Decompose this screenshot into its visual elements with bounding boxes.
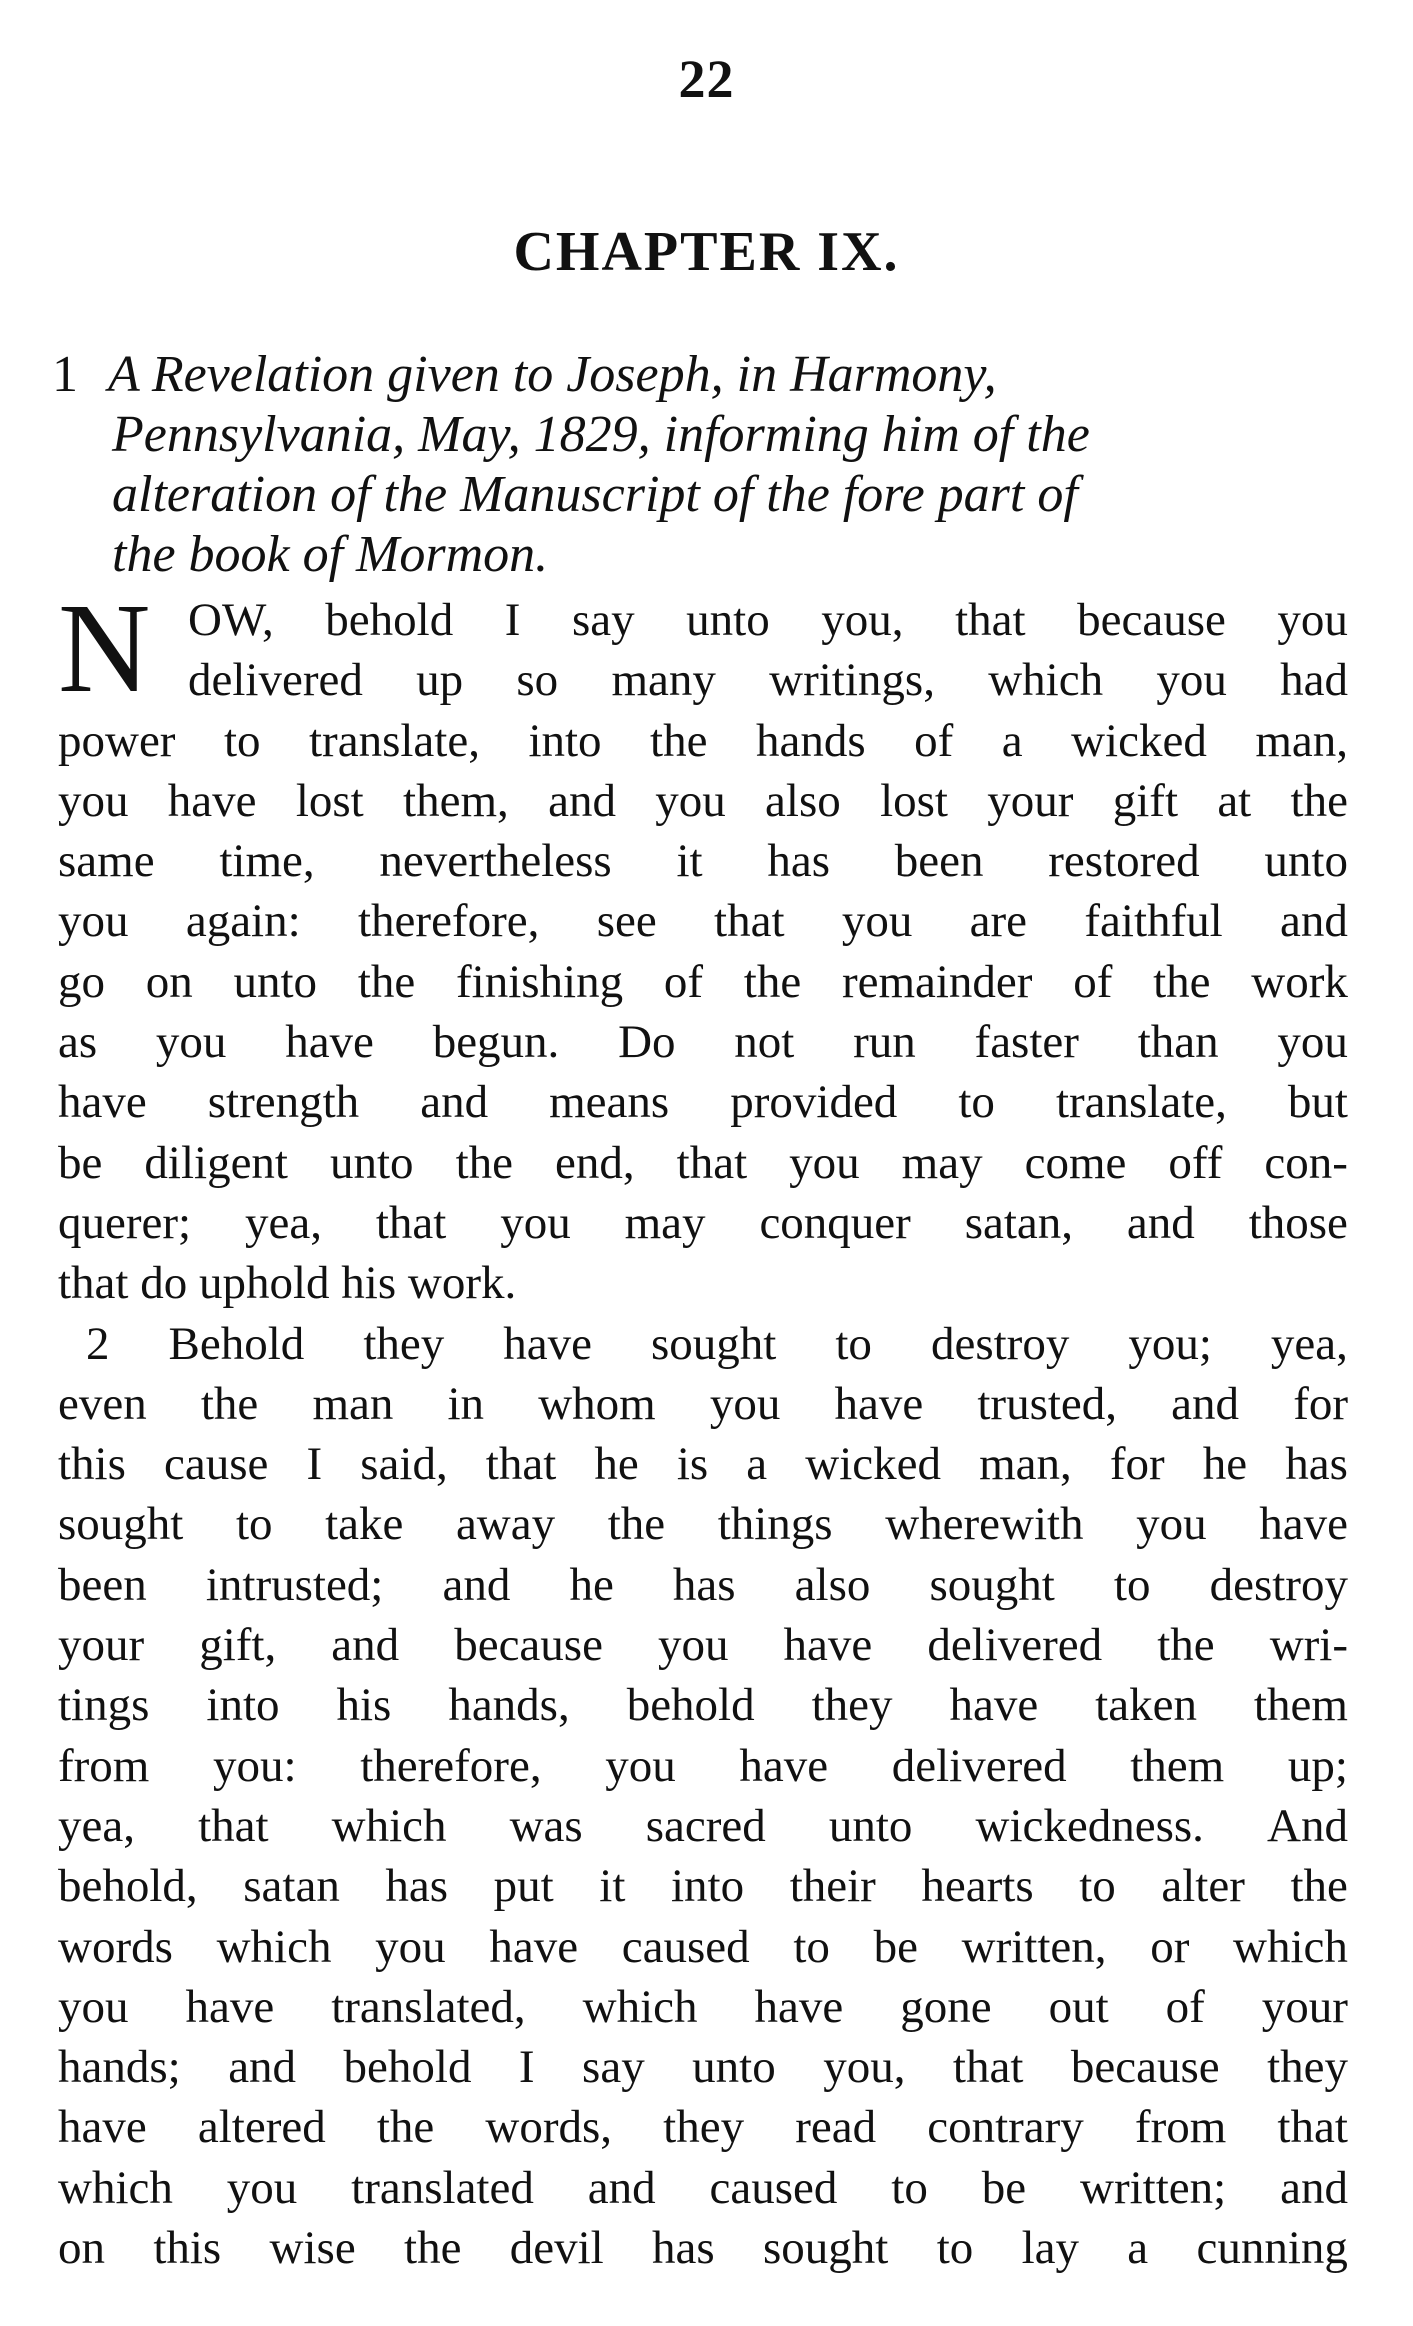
word: or	[1150, 1920, 1190, 1973]
word: taken	[1095, 1679, 1197, 1732]
word: your	[58, 1619, 145, 1672]
word: I	[518, 2041, 535, 2094]
word: to	[235, 1498, 273, 1551]
word: hands	[755, 714, 866, 767]
word: he	[569, 1558, 614, 1611]
word: nevertheless	[379, 835, 612, 888]
word: than	[1137, 1016, 1219, 1069]
word: is	[676, 1438, 709, 1491]
word: hands;	[58, 2041, 181, 2094]
word: this	[58, 1438, 126, 1491]
word: away	[455, 1498, 556, 1551]
word: even	[58, 1377, 147, 1430]
word: you,	[821, 594, 904, 646]
word: and	[587, 2161, 656, 2214]
word: unto	[828, 1799, 913, 1852]
word: his	[336, 1679, 392, 1732]
word: which	[582, 1980, 698, 2033]
word: faithful	[1084, 895, 1223, 948]
word: you	[58, 774, 129, 827]
word: and	[1126, 1196, 1195, 1249]
word: may	[901, 1136, 983, 1189]
word: to	[223, 714, 261, 767]
word: finishing	[455, 955, 624, 1008]
word: faster	[974, 1016, 1079, 1069]
word: which	[58, 2161, 173, 2214]
word: go	[58, 955, 105, 1008]
word: the	[743, 955, 802, 1008]
text-line	[58, 771, 1348, 831]
word: behold	[343, 2041, 472, 2094]
word: the	[1290, 774, 1348, 827]
word: sought	[763, 2222, 889, 2275]
chapter-title: CHAPTER IX.	[513, 221, 900, 283]
word: that	[952, 2041, 1024, 2094]
word: I	[306, 1438, 323, 1491]
word: delivered	[927, 1619, 1103, 1672]
word: translate,	[309, 714, 480, 767]
word: whom	[538, 1377, 656, 1430]
word: that	[676, 1136, 748, 1189]
word: and	[442, 1558, 511, 1611]
text-line	[58, 1314, 1348, 1374]
word: at	[1217, 774, 1252, 827]
word: altered	[197, 2101, 326, 2154]
word: yea,	[58, 1799, 135, 1852]
word: and	[420, 1076, 489, 1129]
word: into	[206, 1679, 280, 1732]
word: that	[955, 594, 1026, 646]
word: wherewith	[885, 1498, 1084, 1551]
word: wri-	[1269, 1619, 1348, 1672]
chapter-heading	[52, 345, 1342, 585]
heading-line	[52, 345, 1342, 405]
word: which	[1233, 1920, 1348, 1973]
word: unto	[233, 955, 318, 1008]
word: for	[1293, 1377, 1348, 1430]
word: words	[58, 1920, 173, 1973]
word: up;	[1287, 1739, 1348, 1792]
word: up	[416, 654, 464, 707]
word: you	[789, 1136, 860, 1189]
word: are	[969, 895, 1028, 948]
word: behold	[626, 1679, 755, 1732]
word: the	[1290, 1860, 1348, 1913]
word: of	[663, 955, 704, 1008]
word: Behold	[168, 1317, 305, 1370]
word: the	[200, 1377, 259, 1430]
word: Do	[618, 1016, 676, 1069]
word: has	[385, 1860, 449, 1913]
word: those	[1248, 1196, 1348, 1249]
word: he	[594, 1438, 639, 1491]
word: been	[58, 1558, 147, 1611]
word: to	[835, 1317, 872, 1370]
word: delivered	[891, 1739, 1067, 1792]
word: be	[873, 1920, 918, 1973]
word: unto	[686, 594, 770, 646]
text-line	[58, 711, 1348, 771]
word: that	[375, 1196, 447, 1249]
word: cunning	[1196, 2222, 1348, 2275]
word: have	[834, 1377, 924, 1430]
word: have	[503, 1317, 592, 1370]
word: lay	[1021, 2222, 1079, 2275]
word: for	[1109, 1438, 1165, 1491]
text-line	[58, 1675, 1348, 1735]
word: he	[1202, 1438, 1248, 1491]
word: you	[655, 774, 726, 827]
word: which	[331, 1799, 447, 1852]
word: out	[1048, 1980, 1109, 2033]
word: therefore,	[360, 1739, 542, 1792]
word: to	[958, 1076, 995, 1129]
word: because	[454, 1619, 603, 1672]
word: querer;	[58, 1196, 192, 1249]
word: unto	[1264, 835, 1348, 888]
word: writings,	[769, 654, 935, 707]
word: remainder	[841, 955, 1033, 1008]
word: translated	[351, 2161, 534, 2214]
word: devil	[509, 2222, 604, 2275]
word: the	[1157, 1619, 1215, 1672]
word: to	[891, 2161, 928, 2214]
word: so	[516, 654, 559, 707]
word: cause	[164, 1438, 269, 1491]
word: into	[528, 714, 602, 767]
text-line	[58, 1856, 1348, 1916]
word: sacred	[645, 1799, 766, 1852]
word: and	[1280, 2161, 1348, 2214]
body-text	[58, 577, 1348, 2278]
word: run	[853, 1016, 916, 1069]
heading-number: 1	[52, 346, 78, 403]
word: lost	[880, 774, 948, 827]
word: conquer	[759, 1196, 911, 1249]
word: had	[1280, 654, 1348, 707]
word: them	[1253, 1679, 1348, 1732]
text-line	[58, 1917, 1348, 1977]
word: 2	[86, 1317, 110, 1370]
word: strength	[207, 1076, 360, 1129]
word: have	[167, 774, 257, 827]
word: be	[981, 2161, 1027, 2214]
text-line	[58, 590, 1348, 650]
word: same	[58, 835, 155, 888]
word: you;	[1128, 1317, 1212, 1370]
text-line	[58, 650, 1348, 710]
word: read	[795, 2101, 877, 2154]
word: and	[228, 2041, 297, 2094]
word: the	[1153, 955, 1211, 1008]
word: they	[363, 1317, 445, 1370]
word: but	[1287, 1076, 1348, 1129]
word: may	[624, 1196, 706, 1249]
word: from	[58, 1739, 150, 1792]
word: unto	[330, 1136, 414, 1189]
word: trusted,	[977, 1377, 1118, 1430]
word: on	[145, 955, 193, 1008]
word: time,	[219, 835, 315, 888]
text-line	[58, 1434, 1348, 1494]
word: they	[811, 1679, 893, 1732]
word: alter	[1161, 1860, 1245, 1913]
word: to	[793, 1920, 830, 1973]
word: caused	[709, 2161, 838, 2214]
word: written,	[961, 1920, 1107, 1973]
word: the	[607, 1498, 666, 1551]
word: because	[1070, 2041, 1220, 2094]
text-line	[58, 1072, 1348, 1132]
text-line: that do uphold his work.	[58, 1257, 517, 1310]
word: this	[153, 2222, 222, 2275]
heading-line: alteration of the Manuscript of the fore part of	[112, 466, 1078, 523]
word: has	[1285, 1438, 1348, 1491]
text-line	[58, 1133, 1348, 1193]
word: you	[58, 895, 129, 948]
word: you	[1136, 1498, 1207, 1551]
word: that	[198, 1799, 269, 1852]
word: caused	[621, 1920, 750, 1973]
text-line	[58, 891, 1348, 951]
word: sought	[58, 1498, 184, 1551]
word: destroy	[1209, 1558, 1348, 1611]
word: diligent	[144, 1136, 288, 1189]
word: has	[652, 2222, 715, 2275]
text-line	[58, 1374, 1348, 1434]
word: and	[331, 1619, 400, 1672]
word: that	[714, 895, 785, 948]
word: sought	[651, 1317, 777, 1370]
heading-line: the book of Mormon.	[112, 526, 549, 583]
word: the	[455, 1136, 513, 1189]
word: yea,	[244, 1196, 322, 1249]
word: to	[936, 2222, 974, 2275]
word: wicked	[805, 1438, 941, 1491]
heading-line: Pennsylvania, May, 1829, informing him of the	[112, 406, 1090, 463]
text-line	[58, 1736, 1348, 1796]
word: you:	[213, 1739, 297, 1792]
word: have	[783, 1619, 873, 1672]
text-line	[58, 1555, 1348, 1615]
word: contrary	[927, 2101, 1084, 2154]
word: not	[734, 1016, 795, 1069]
word: you	[58, 1980, 129, 2033]
text-line	[58, 2158, 1348, 2218]
word: of	[1165, 1980, 1205, 2033]
word: begun.	[432, 1016, 560, 1069]
word: words,	[485, 2101, 613, 2154]
word: provided	[730, 1076, 898, 1129]
word: to	[1113, 1558, 1151, 1611]
word: have	[739, 1739, 829, 1792]
word: you	[500, 1196, 571, 1249]
word: from	[1134, 2101, 1227, 2154]
word: you	[657, 1619, 729, 1672]
word: be	[58, 1136, 103, 1189]
word: and	[1280, 895, 1348, 948]
word: gone	[900, 1980, 992, 2033]
word: you	[155, 1016, 227, 1069]
word: behold	[325, 594, 454, 646]
word: lost	[295, 774, 364, 827]
word: end,	[555, 1136, 635, 1189]
word: wise	[269, 2222, 356, 2275]
word: the	[404, 2222, 462, 2275]
word: you	[1277, 594, 1348, 646]
word: was	[509, 1799, 583, 1852]
word: you	[1277, 1016, 1348, 1069]
word: you	[226, 2161, 298, 2214]
word: gift,	[199, 1619, 277, 1672]
word: has	[672, 1558, 736, 1611]
word: have	[1259, 1498, 1348, 1551]
word: have	[58, 2101, 147, 2154]
word: things	[717, 1498, 833, 1551]
word: And	[1267, 1799, 1348, 1852]
word: you	[375, 1920, 446, 1973]
text-line	[58, 952, 1348, 1012]
word: a	[1127, 2222, 1149, 2275]
word: put	[493, 1860, 554, 1913]
word: you	[1156, 654, 1227, 707]
word: translated,	[331, 1980, 526, 2033]
word: the	[357, 955, 416, 1008]
word: hands,	[448, 1679, 570, 1732]
word: you	[605, 1739, 676, 1792]
word: you,	[823, 2041, 906, 2094]
word: to	[1079, 1860, 1116, 1913]
word: off	[1168, 1136, 1223, 1189]
word: see	[596, 895, 657, 948]
word: wicked	[1071, 714, 1207, 767]
word: your	[1261, 1980, 1348, 2033]
word: them,	[403, 774, 509, 827]
word: behold,	[58, 1860, 198, 1913]
word: tings	[58, 1679, 150, 1732]
drop-cap: N	[58, 577, 151, 719]
word: yea,	[1270, 1317, 1348, 1370]
word: work	[1251, 955, 1348, 1008]
word: of	[914, 714, 954, 767]
word: also	[794, 1558, 871, 1611]
word: they	[663, 2101, 745, 2154]
word: delivered	[188, 654, 363, 707]
word: satan,	[964, 1196, 1074, 1249]
word: have	[185, 1980, 275, 2033]
word: translate,	[1055, 1076, 1227, 1129]
word: con-	[1264, 1136, 1348, 1189]
word: written;	[1080, 2161, 1227, 2214]
text-line	[58, 2097, 1348, 2157]
word: your	[987, 774, 1074, 827]
word: man,	[1255, 714, 1348, 767]
word: you	[709, 1377, 781, 1430]
word: that	[485, 1438, 557, 1491]
word: restored	[1048, 835, 1200, 888]
word: many	[611, 654, 716, 707]
word: therefore,	[358, 895, 540, 948]
word: destroy	[930, 1317, 1070, 1370]
word: of	[1073, 955, 1113, 1008]
word: has	[767, 835, 831, 888]
word: satan	[243, 1860, 340, 1913]
word: again:	[185, 895, 301, 948]
word: you	[841, 895, 913, 948]
word: say	[571, 594, 635, 646]
word: they	[1267, 2041, 1348, 2094]
word: have	[949, 1679, 1039, 1732]
word: I	[504, 594, 521, 646]
word: a	[1001, 714, 1023, 767]
word: because	[1077, 594, 1226, 646]
text-line	[58, 1796, 1348, 1856]
word: OW,	[188, 594, 274, 646]
text-line	[58, 2037, 1348, 2097]
text-line	[58, 1193, 1348, 1253]
word: take	[325, 1498, 404, 1551]
word: come	[1024, 1136, 1127, 1189]
word: on	[58, 2222, 105, 2275]
word: and	[548, 774, 616, 827]
word: them	[1130, 1739, 1225, 1792]
page-number: 22	[678, 49, 735, 109]
word: man,	[979, 1438, 1072, 1491]
word: unto	[692, 2041, 776, 2094]
word: intrusted;	[205, 1558, 384, 1611]
word: have	[285, 1016, 374, 1069]
word: in	[447, 1377, 485, 1430]
word: into	[670, 1860, 745, 1913]
word: man	[312, 1377, 394, 1430]
word: and	[1171, 1377, 1240, 1430]
word: which	[216, 1920, 332, 1973]
word: sought	[929, 1558, 1055, 1611]
word: hearts	[921, 1860, 1034, 1913]
word: means	[549, 1076, 670, 1129]
heading-text: A Revelation given to Joseph, in Harmony,	[108, 346, 997, 403]
word: their	[789, 1860, 876, 1913]
word: also	[765, 774, 841, 827]
word: that	[1277, 2101, 1348, 2154]
word: have	[58, 1076, 147, 1129]
text-line	[58, 831, 1348, 891]
word: it	[676, 835, 703, 888]
word: a	[746, 1438, 768, 1491]
text-line	[58, 1615, 1348, 1675]
word: as	[58, 1016, 98, 1069]
word: it	[599, 1860, 626, 1913]
text-line	[58, 2218, 1348, 2278]
word: which	[988, 654, 1104, 707]
word: been	[894, 835, 984, 888]
word: say	[582, 2041, 645, 2094]
text-line	[58, 1494, 1348, 1554]
word: the	[650, 714, 708, 767]
word: have	[754, 1980, 844, 2033]
word: gift	[1112, 774, 1179, 827]
word: the	[376, 2101, 435, 2154]
word: have	[489, 1920, 579, 1973]
text-line	[58, 1977, 1348, 2037]
word: power	[58, 714, 176, 767]
word: said,	[360, 1438, 448, 1491]
text-line	[58, 1012, 1348, 1072]
word: wickedness.	[975, 1799, 1204, 1852]
